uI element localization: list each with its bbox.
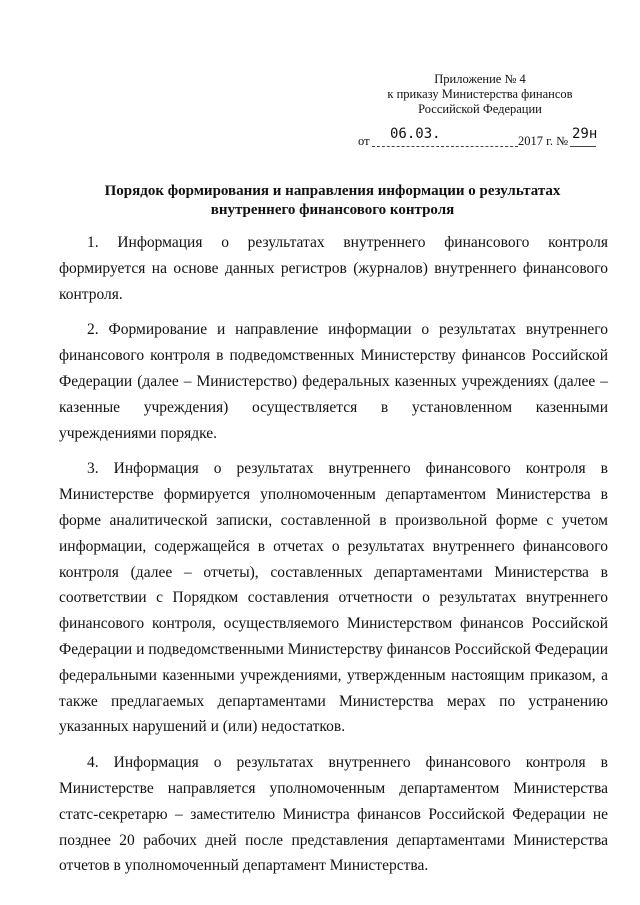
document-title-line1: Порядок формирования и направления информации о результатах	[104, 183, 561, 199]
appendix-label: Приложение № 4	[434, 72, 526, 86]
order-year: 2017 г. №	[518, 134, 569, 148]
paragraph-2: 2. Формирование и направление информации о результатах внутреннего финансового контроля в подведомственных Министерству финансов Российской Федерации (далее – Министерство) федеральных казенных учреждениях (далее – казенные учреждения) осуществляется в установленном казенными учреждениями порядке.	[59, 321, 608, 442]
number-underline	[570, 146, 596, 147]
date-underline	[372, 146, 518, 147]
order-date-number-line	[358, 128, 618, 150]
document-title-line2: внутреннего финансового контроля	[210, 202, 455, 218]
document-body	[59, 230, 608, 879]
order-prefix: от	[358, 134, 370, 148]
paragraph-3: 3. Информация о результатах внутреннего финансового контроля в Министерстве формируется уполномоченным департаментом Министерства в форме аналитической записки, составленной в произвольной форме с учетом информации, содержащейся в отчетах о результатах внутреннего финансового контроля (далее – отчеты), составленных департаментами Министерства в соответствии с Порядком составления отчетности о результатах внутреннего финансового контроля, осуществляемого Министерством финансов Российской Федерации и подведомственными Министерству финансов Российской Федерации федеральными казенными учреждениями, утвержденным настоящим приказом, а также предлагаемых департаментами Министерства мерах по устранению указанных нарушений и (или) недостатков.	[59, 460, 608, 736]
appendix-order-ref: к приказу Министерства финансов	[387, 87, 573, 101]
paragraph-1: 1. Информация о результатах внутреннего финансового контроля формируется на основе данных регистров (журналов) внутреннего финансового контроля.	[59, 234, 608, 303]
appendix-federation: Российской Федерации	[418, 102, 542, 116]
handwritten-number: 29н	[572, 126, 598, 142]
handwritten-date: 06.03.	[390, 126, 441, 142]
paragraph-4: 4. Информация о результатах внутреннего финансового контроля в Министерстве направляется уполномоченным департаментом Министерства статс-секретарю – заместителю Министра финансов Российской Федерации не позднее 20 рабочих дней после представления департаментами Министерства отчетов в уполномоченный департамент Министерства.	[59, 754, 608, 875]
